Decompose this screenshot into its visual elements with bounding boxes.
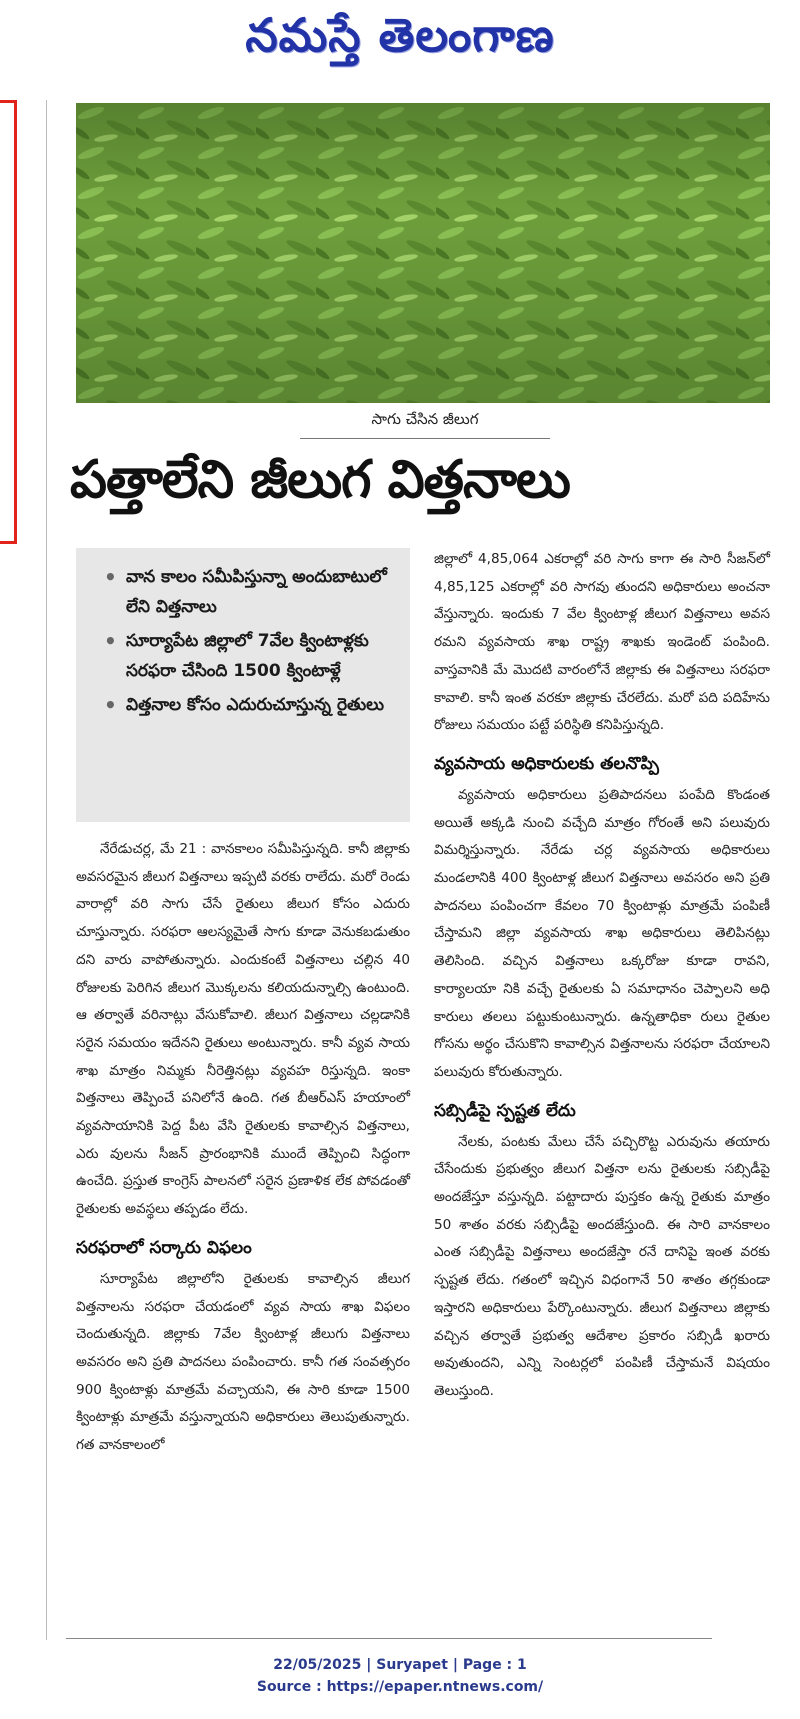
bullet-icon: • — [104, 693, 117, 717]
masthead — [0, 0, 800, 84]
subheading: సరఫరాలో సర్కారు విఫలం — [76, 1237, 252, 1258]
highlight-item: • వాన కాలం సమీపిస్తున్నా అందుబాటులో లేని విత్తనాలు — [90, 562, 396, 622]
body-paragraph: వ్యవసాయ అధికారులు ప్రతిపాదనలు పంపేది కొండంత అయితే అక్కడి నుంచి వచ్చేది మాత్రం గోరంతే అని పలువురు విమర్శిస్తున్నారు. నేరేడు చర్ల వ్యవసాయ అధికారులు మండలానికి 400 క్వింటాళ్ల జీలుగ విత్తనాలు అవసరం అని ప్రతి పాదనలు పంపించగా కేవలం 70 క్వింటాళ్లు మాత్రమే పంపిణీ చేస్తామని జిల్లా వ్యవసాయ శాఖ అధికారులు తెలిపినట్లు తెలిసింది. వచ్చిన విత్తనాలు ఒక్కరోజు కూడా రావని, కార్యాలయా నికి వచ్చే రైతులకు ఏ సమాధానం చెప్పాలని అధి కారులు తలలు పట్టుకుంటున్నారు. ఉన్నతాధికా రులు రైతుల గోసను అర్థం చేసుకొని కావాల్సిన విత్తనాలను సరఫరా చేయాలని పలువురు కోరుతున్నారు. — [434, 786, 770, 1080]
body-paragraph: నేలకు, పంటకు మేలు చేసే పచ్చిరొట్ట ఎరువును తయారు చేసేందుకు ప్రభుత్వం జీలుగ విత్తనా లను రైతులకు సబ్సిడీపై అందజేస్తూ వస్తున్నది. పట్టాదారు పుస్తకం ఉన్న రైతుకు మాత్రం 50 శాతం వరకు సబ్సిడీపై అందజేస్తుంది. ఈ సారి వానకాలం ఎంత సబ్సిడీపై విత్తనాలు అందజేస్తా రనే దానిపై ఇంత వరకు స్పష్టత లేదు. గతంలో ఇచ్చిన విధంగానే 50 శాతం తగ్గకుండా ఇస్తారని అధికారులు పేర్కొంటున్నారు. జీలుగ విత్తనాలు జిల్లాకు వచ్చిన తర్వాతే ప్రభుత్వ ఆదేశాల ప్రకారం సబ్సిడీ ఖరారు అవుతుందని, ఎన్ని సెంటర్లలో పంపిణీ చేస్తామనే విషయం తెలుస్తుంది. — [434, 1133, 770, 1399]
adjacent-article-frame — [0, 100, 17, 544]
edition-info: 22/05/2025 | Suryapet | Page : 1 — [273, 1657, 527, 1673]
subheading: సబ్సిడీపై స్పష్టత లేదు — [434, 1100, 576, 1121]
footer-divider — [66, 1638, 712, 1639]
subheading: వ్యవసాయ అధికారులకు తలనొప్పి — [434, 753, 659, 774]
highlight-item: • విత్తనాల కోసం ఎదురుచూస్తున్న రైతులు — [90, 690, 396, 720]
fern-field-image — [76, 103, 770, 403]
article-photo — [76, 103, 770, 403]
headline: పత్తాలేని జీలుగ విత్తనాలు — [70, 450, 570, 510]
body-paragraph: జిల్లాలో 4,85,064 ఎకరాల్లో వరి సాగు కాగా ఈ సారి సీజన్‌లో 4,85,125 ఎకరాల్లో వరి సాగవు తుందని అధికారులు అంచనా వేస్తున్నారు. ఇందుకు 7 వేల క్వింటాళ్ల జీలుగ విత్తనాలు అవస రమని వ్యవసాయ శాఖ రాష్ట్ర శాఖకు ఇండెంట్ పంపింది. వాస్తవానికి మే మొదటి వారంలోనే జిల్లాకు ఈ విత్తనాలు సరఫరా కావాలి. కానీ ఇంత వరకూ జిల్లాకు చేరలేదు. మరో పది పదిహేను రోజులు సమయం పట్టే పరిస్థితి కనిపిస్తున్నది. — [434, 551, 770, 734]
source-link[interactable]: Source : https://epaper.ntnews.com/ — [256, 1679, 544, 1695]
bullet-icon: • — [104, 565, 117, 589]
photo-caption: సాగు చేసిన జీలుగ — [300, 410, 550, 439]
newspaper-logo: నమస్తే తెలంగాణ — [245, 8, 555, 62]
article-column-left — [76, 836, 410, 1460]
column-divider — [46, 100, 47, 1640]
highlights-box — [76, 548, 410, 822]
article-column-right — [434, 546, 770, 1406]
highlight-item: • సూర్యాపేట జిల్లాలో 7వేల క్వింటాళ్లకు సరఫరా చేసింది 1500 క్వింటాళ్లే — [90, 626, 396, 686]
body-paragraph: సూర్యాపేట జిల్లాలోని రైతులకు కావాల్సిన జీలుగ విత్తనాలను సరఫరా చేయడంలో వ్యవ సాయ శాఖ విఫలం చెందుతున్నది. జిల్లాకు 7వేల క్వింటాళ్ల జీలుగు విత్తనాలు అవసరం అని ప్రతి పాదనలు పంపించారు. కానీ గత సంవత్సరం 900 క్వింటాళ్లు మాత్రమే వచ్చాయని, ఈ సారి కూడా 1500 క్వింటాళ్లు మాత్రమే వస్తున్నాయని అధికారులు తెలుపుతున్నారు. గత వానకాలంలో — [76, 1270, 410, 1454]
bullet-icon: • — [104, 629, 117, 653]
body-paragraph: నేరేడుచర్ల, మే 21 : వానకాలం సమీపిస్తున్నది. కానీ జిల్లాకు అవసరమైన జీలుగ విత్తనాలు ఇప్పటి వరకు రాలేదు. మరో రెండు వారాల్లో వరి సాగు చేసే రైతులు జీలుగ కోసం ఎదురు చూస్తున్నారు. సరఫరా ఆలస్యమైతే సాగు కూడా వెనుకబడుతుం దని వారు వాపోతున్నారు. ఎందుకంటే విత్తనాలు చల్లిన 40 రోజులకు పెరిగిన జీలుగ మొక్కలను కలియదున్నాల్సి ఉంటుంది. ఆ తర్వాతే వరినాట్లు వేసుకోవాలి. జీలుగ విత్తనాలు చల్లడానికి సరైన సమయం ఇదేనని రైతులు అంటున్నారు. కానీ వ్యవ సాయ శాఖ మాత్రం నిమ్మకు నీరెత్తినట్లు వ్యవహ రిస్తున్నది. ఇంకా విత్తనాలు తెప్పించే పనిలోనే ఉంది. గత బీఆర్ఎస్ హయాంలో వ్యవసాయానికి పెద్ద పీట వేసి రైతులకు కావాల్సిన విత్తనాలు, ఎరు వులను సీజన్ ప్రారంభానికి ముందే తెప్పించి సిద్ధంగా ఉంచేది. ప్రస్తుత కాంగ్రెస్ పాలనలో సరైన ప్రణాళిక లేక పోవడంతో రైతులకు అవస్థలు తప్పడం లేదు. — [76, 841, 410, 1218]
page-footer — [0, 1654, 800, 1698]
